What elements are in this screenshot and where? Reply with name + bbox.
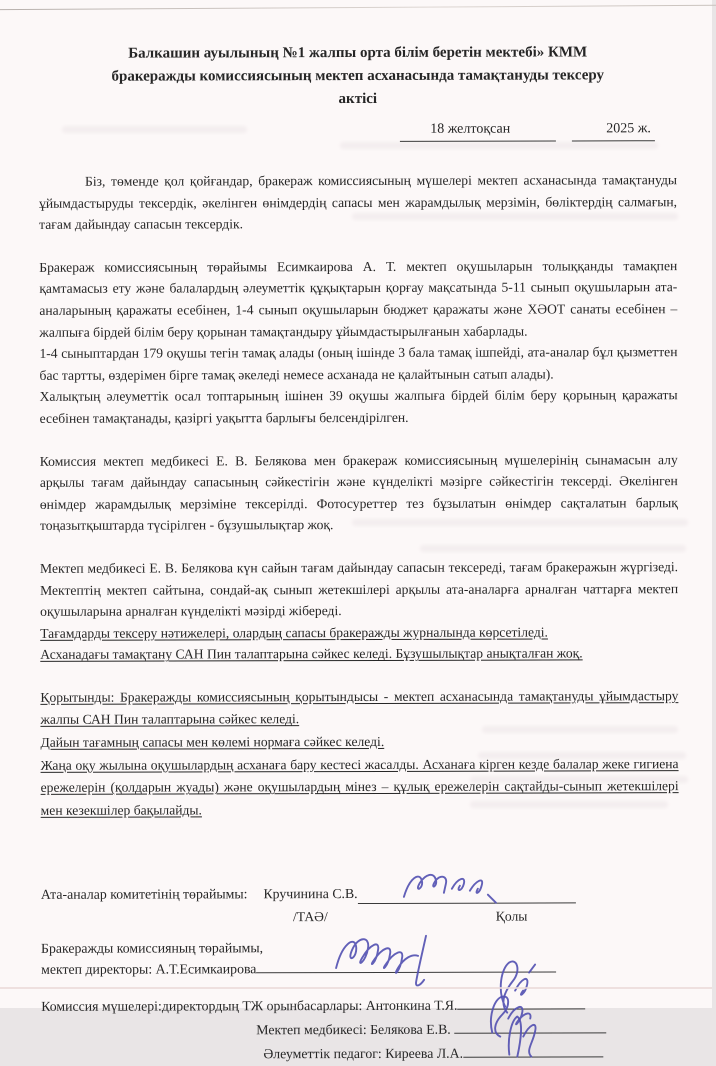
scan-top-edge — [0, 5, 716, 10]
conclusion-quality: Дайын тағамның сапасы мен көлемі нормаға сәйкес келеді. — [40, 733, 385, 750]
statement-sanpin-compliance: Асханадағы тамақтану САН Пин талаптарына сәйкес келеді. Бұзушылықтар анықталған жоқ. — [40, 645, 583, 663]
signature-line-parents-chair — [358, 890, 576, 905]
spacer — [40, 428, 678, 451]
parents-chair-label: Ата-аналар комитетінің төрайымы: — [40, 886, 248, 903]
document-title-line-3: актісі — [338, 90, 378, 108]
brakerazh-chair-line1: Бракеражды комиссияның төрайымы, — [41, 940, 264, 957]
member-2-label: Мектеп медбикесі: Белякова Е.В. — [256, 1022, 451, 1038]
signature-row-member-1 — [41, 995, 679, 1018]
document-title-line-2: бракеражды комиссиясының мектеп асханасында тамақтануды тексеру — [111, 67, 605, 85]
document-title-line-1: Балкашин ауылының №1 жалпы орта білім беретін мектебі» КММ — [128, 44, 588, 62]
spacer — [41, 821, 679, 885]
signature-line-member-3 — [463, 1044, 603, 1058]
signature-row-member-3 — [263, 1043, 679, 1065]
spacer — [40, 664, 678, 687]
statement-results-journal: Тағамдарды тексеру нәтижелері, олардың сапасы бракеражды журналында көрсетіледі. — [40, 624, 548, 641]
member-3-label: Әлеуметтік педагог: Киреева Л.А. — [263, 1046, 464, 1062]
signature-row-director — [41, 958, 679, 981]
signature-captions-row — [41, 906, 679, 929]
date-line — [39, 119, 655, 143]
signature-row-parents-chair — [41, 883, 679, 906]
signature-line-member-1 — [457, 996, 585, 1010]
member-1-label: Комиссия мүшелері:директордың ТЖ орынбасарлары: Антонкина Т.Я. — [41, 998, 458, 1015]
paragraph-commission-check: Комиссия мектеп медбикесі Е. В. Белякова мен бракераж комиссиясының мүшелерінің сынамасын алу арқылы тағам дайындау сапасының сәйкестігін және күнделікті мәзірге сәйкестігін тексерді. Әкелінген өнімдер жарамдылық мерзіміне тексерілді. Фотосуреттер тез бұзылатын өнімдер сақталатын барлық тоңазытқыштарда түсірілген - бұзушылықтар жоқ. — [39, 451, 678, 534]
document-body — [39, 41, 680, 1065]
signature-caption: Қолы — [495, 908, 528, 925]
conclusion-block — [40, 685, 678, 822]
spacer — [40, 535, 678, 558]
signature-section — [41, 883, 679, 1066]
fio-caption: /ТАӘ/ — [292, 909, 328, 925]
paragraph-intro: Біз, төменде қол қойғандар, бракераж комиссиясының мүшелері мектеп асханасында тамақтануды ұйымдастыруды тексердік, әкелінген өнімдердің сапасы мен жарамдылық мерзімін, бөліктердің салмағын, тағам дайындау сапасын тексердік. — [39, 172, 678, 233]
spacer — [39, 141, 677, 171]
paragraph-nurse-daily: Мектеп медбикесі Е. В. Белякова күн сайын тағам дайындау сапасын тексереді, тағам бракеражын жүргізеді. Мектептің мектеп сайтына, сондай-ақ сынып жетекшілері арқылы ата-аналарға арналған чаттарға мектеп оқушыларына арналған күнделікті мәзірді жібереді. — [40, 559, 679, 619]
signature-row-member-2 — [256, 1019, 679, 1041]
signature-line-director — [256, 959, 556, 974]
signature-line-member-2 — [454, 1020, 606, 1034]
conclusion-main: Қорытынды: Бракеражды комиссиясының қорытындысы - мектеп асханасында тамақтануды ұйымдастыру жалпы САН Пин талаптарына сәйкес келеді. — [40, 688, 679, 728]
paragraph-vulnerable-groups: Халықтың әлеуметтік осал топтарының ішінен 39 оқушы жалпыға бірдей білім беру қорының қаражаты есебінен тамақтанады, қазіргі уақытта барлығы белсендірілген. — [39, 387, 678, 426]
paragraph-chair: Бракераж комиссиясының төрайымы Есимкаирова А. Т. мектеп оқушыларын толыққанды тамақпен қамтамасыз ету және балалардың әлеуметтік құқықтарын қорғау мақсатында 5-11 сынып оқушыларын ата-аналарының қаражаты есебінен, 1-4 сынып оқушыларын бюджет қаражаты және ХӘОТ санаты есебінен – жалпыға бірдей білім беру қорынан тамақтандыру ұйымдастырылғанын хабарлады. — [39, 257, 678, 340]
paragraph-grades-1-4: 1-4 сыныптардан 179 оқушы тегін тамақ алады (оның ішінде 3 бала тамақ ішпейді, ата-аналар бұл қызметтен бас тартты, өздерімен бірге тамақ әкеледі немесе асханада не қалайтынын сатып алады). — [39, 344, 678, 383]
scan-bottom-edge — [0, 987, 712, 989]
spacer — [39, 234, 677, 257]
director-name-label: мектеп директоры: А.Т.Есимкаирова — [41, 961, 257, 978]
date-day-month: 18 желтоқсан — [400, 119, 556, 141]
date-year: 2025 ж. — [572, 119, 655, 141]
conclusion-schedule: Жаңа оқу жылына оқушылардың асханаға бару кестесі жасалды. Асханаға кірген кезде балалар жеке гигиена ережелерін (қолдарын жуады) және оқушылардың мінез – құлық ережелерін сақтайды-сынып жетекшілері мен кезекшілер бақылайды. — [40, 755, 679, 818]
parents-chair-name: Кручинина С.В. — [263, 886, 358, 902]
